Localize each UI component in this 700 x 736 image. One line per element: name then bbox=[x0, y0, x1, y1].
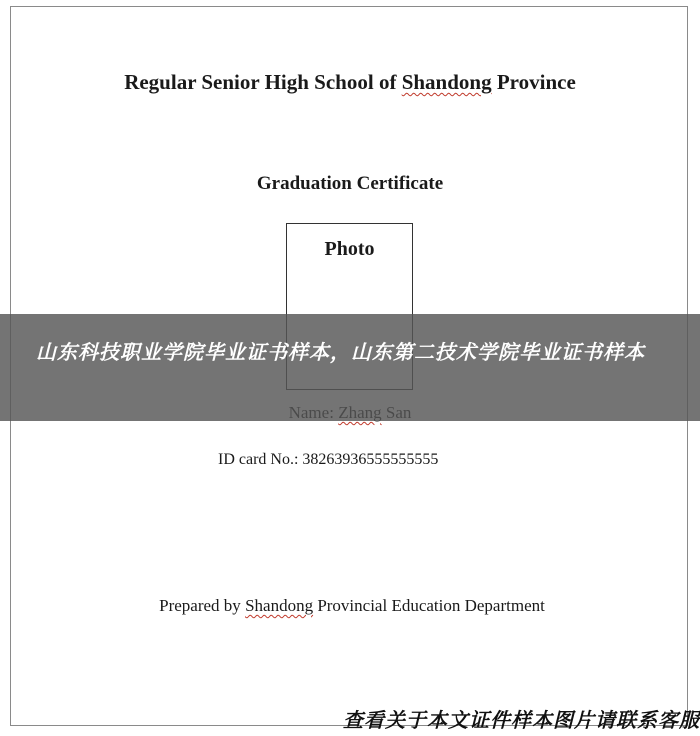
caption-text: 山东科技职业学院毕业证书样本，山东第二技术学院毕业证书样本 bbox=[36, 340, 645, 364]
caption-banner bbox=[0, 314, 700, 421]
contact-watermark: 查看关于本文证件样本图片请联系客服 bbox=[343, 708, 700, 732]
school-title bbox=[0, 70, 700, 95]
photo-label: Photo bbox=[324, 238, 375, 260]
issuer-province: Shandong bbox=[245, 596, 314, 615]
id-card-value: 38263936555555555 bbox=[302, 451, 439, 468]
issuer-line bbox=[0, 596, 700, 616]
school-title-prefix: Regular Senior High School of bbox=[124, 70, 402, 94]
certificate-title: Graduation Certificate bbox=[256, 173, 444, 194]
issuer-prefix: Prepared by bbox=[159, 596, 246, 615]
id-card-label: ID card No.: bbox=[218, 451, 303, 468]
id-card-number bbox=[218, 451, 438, 469]
school-title-province: Shandong bbox=[401, 70, 492, 94]
school-title-suffix: Province bbox=[491, 70, 576, 94]
issuer-suffix: Provincial Education Department bbox=[313, 596, 545, 615]
